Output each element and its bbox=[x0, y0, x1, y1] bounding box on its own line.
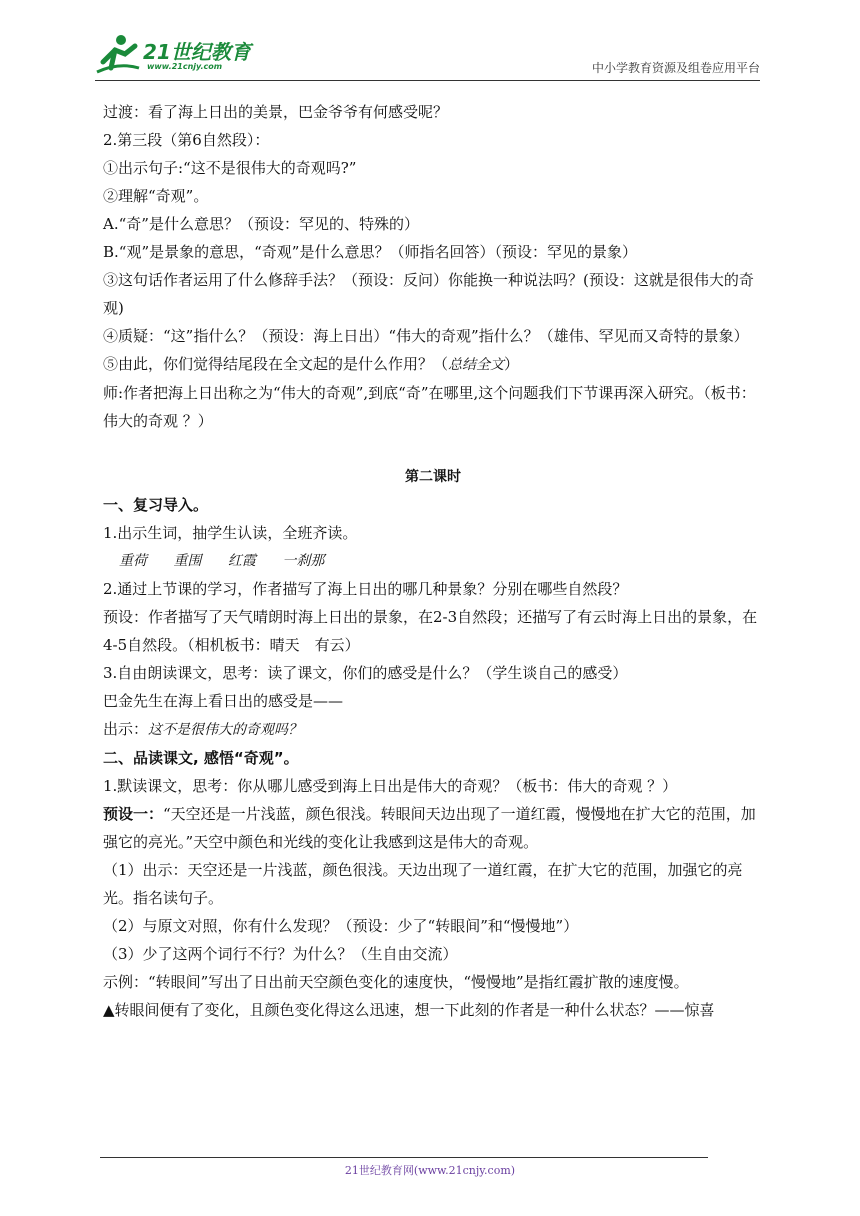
paragraph: 1.默读课文，思考：你从哪儿感受到海上日出是伟大的奇观？（板书：伟大的奇观 ？） bbox=[103, 777, 678, 795]
logo-text: 21世纪教育 bbox=[143, 40, 251, 64]
paragraph bbox=[103, 800, 763, 856]
emphasis-text: 这不是很伟大的奇观吗？ bbox=[148, 722, 303, 738]
text-span: 出示： bbox=[103, 720, 149, 738]
paragraph: ②理解“奇观”。 bbox=[103, 187, 209, 205]
bold-label: 预设一： bbox=[103, 805, 164, 823]
paragraph: ④质疑：“这”指什么？（预设：海上日出）“伟大的奇观”指什么？（雄伟、罕见而又奇特的景象） bbox=[103, 327, 749, 345]
page-footer: 21世纪教育网(www.21cnjy.com) bbox=[344, 1164, 516, 1177]
paragraph bbox=[103, 715, 763, 744]
paragraph: ①出示句子:“这不是很伟大的奇观吗?” bbox=[103, 159, 357, 177]
paragraph: （2）与原文对照，你有什么发现？（预设：少了“转眼间”和“慢慢地”） bbox=[103, 917, 579, 935]
vocabulary-list bbox=[103, 547, 763, 575]
vocab-word: 重围 bbox=[173, 553, 202, 569]
header-platform-name: 中小学教育资源及组卷应用平台 bbox=[591, 61, 760, 75]
section-heading: 一、复习导入。 bbox=[103, 496, 209, 514]
vocab-word: 红霞 bbox=[227, 553, 256, 569]
paragraph: 过渡：看了海上日出的美景，巴金爷爷有何感受呢？ bbox=[103, 103, 449, 121]
blank-line bbox=[103, 435, 763, 463]
runner-logo-icon bbox=[95, 32, 141, 76]
paragraph: ③这句话作者运用了什么修辞手法？（预设：反问）你能换一种说法吗？(预设：这就是很伟大的奇观) bbox=[103, 271, 754, 317]
page-header bbox=[95, 30, 760, 81]
paragraph: 师:作者把海上日出称之为“伟大的奇观”,到底“奇”在哪里,这个问题我们下节课再深入研究。（板书：伟大的奇观 ？） bbox=[103, 384, 756, 430]
site-logo bbox=[95, 32, 275, 76]
footer-divider bbox=[100, 1157, 708, 1158]
text-span: ） bbox=[504, 355, 520, 373]
paragraph: 2.通过上节课的学习，作者描写了海上日出的哪几种景象？分别在哪些自然段？ bbox=[103, 580, 628, 598]
paragraph: 3.自由朗读课文，思考：读了课文，你们的感受是什么？（学生谈自己的感受） bbox=[103, 664, 628, 682]
emphasis-text: 总结全文 bbox=[448, 357, 505, 373]
paragraph: ▲转眼间便有了变化，且颜色变化得这么迅速，想一下此刻的作者是一种什么状态？——惊喜 bbox=[103, 1001, 715, 1019]
lesson-title: 第二课时 bbox=[405, 469, 461, 485]
paragraph: 1.出示生词，抽学生认读，全班齐读。 bbox=[103, 524, 358, 542]
paragraph: 巴金先生在海上看日出的感受是—— bbox=[103, 692, 344, 710]
document-body bbox=[103, 98, 763, 1024]
vocab-word: 重荷 bbox=[119, 553, 147, 569]
logo-url: www.21cnjy.com bbox=[147, 62, 223, 71]
paragraph bbox=[103, 350, 763, 379]
paragraph: （1）出示：天空还是一片浅蓝，颜色很浅。天边出现了一道红霞，在扩大它的范围，加强它的亮光。指名读句子。 bbox=[103, 861, 743, 907]
text-span: “天空还是一片浅蓝，颜色很浅。转眼间天边出现了一道红霞，慢慢地在扩大它的范围，加强它的亮光。”天空中颜色和光线的变化让我感到这是伟大的奇观。 bbox=[103, 805, 756, 851]
paragraph: B.“观”是景象的意思，“奇观”是什么意思？（师指名回答）（预设：罕见的景象） bbox=[103, 243, 637, 261]
paragraph: 预设：作者描写了天气晴朗时海上日出的景象，在2-3自然段；还描写了有云时海上日出的景象，在4-5自然段。（相机板书：晴天 有云） bbox=[103, 608, 758, 654]
vocab-word: 一刹那 bbox=[282, 553, 325, 569]
section-heading: 二、品读课文, 感悟“奇观”。 bbox=[103, 749, 299, 767]
paragraph: 2.第三段（第6自然段）： bbox=[103, 131, 270, 149]
paragraph: A.“奇”是什么意思？（预设：罕见的、特殊的） bbox=[103, 215, 419, 233]
paragraph: （3）少了这两个词行不行？为什么？（生自由交流） bbox=[103, 945, 458, 963]
paragraph: 示例：“转眼间”写出了日出前天空颜色变化的速度快，“慢慢地”是指红霞扩散的速度慢。 bbox=[103, 973, 689, 991]
text-span: ⑤由此，你们觉得结尾段在全文起的是什么作用？（ bbox=[103, 355, 449, 373]
